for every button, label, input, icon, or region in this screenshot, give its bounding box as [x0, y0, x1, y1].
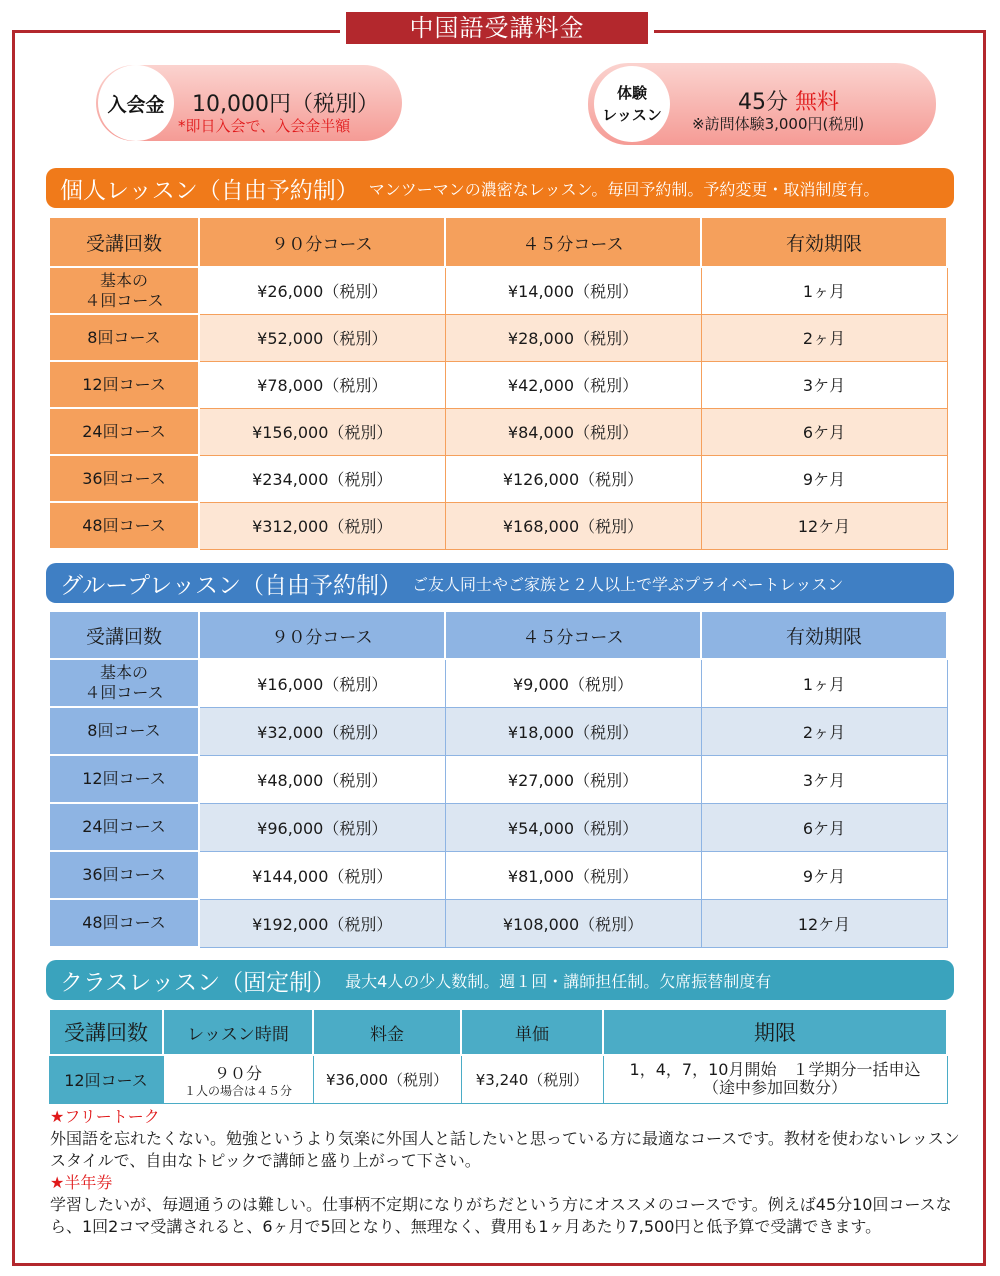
price-45: ¥126,000（税別） — [445, 455, 701, 502]
table-header-row — [49, 217, 947, 267]
term: 12ケ月 — [701, 899, 947, 947]
header-45min: ４５分コース — [445, 611, 701, 659]
header-count: 受講回数 — [49, 217, 199, 267]
price-45: ¥54,000（税別） — [445, 803, 701, 851]
lesson-time-main: ９０分 — [213, 1063, 262, 1083]
group-price-table — [48, 610, 948, 948]
table-row — [49, 851, 947, 899]
table-row — [49, 755, 947, 803]
price-45: ¥18,000（税別） — [445, 707, 701, 755]
row-label: 36回コース — [49, 455, 199, 502]
term: 12ケ月 — [701, 502, 947, 549]
table-row — [49, 659, 947, 707]
row-label-line2: ４回コース — [84, 683, 164, 702]
trial-lesson-box — [588, 63, 936, 145]
trial-label-line2: レッスン — [602, 106, 662, 124]
class-desc: 最大4人の少人数制。週１回・講師担任制。欠席振替制度有 — [345, 971, 772, 991]
individual-heading-bar — [46, 168, 954, 208]
header-term: 期限 — [603, 1009, 947, 1055]
row-label: 12回コース — [49, 755, 199, 803]
group-heading-bar — [46, 563, 954, 603]
table-row — [49, 267, 947, 314]
table-row — [49, 803, 947, 851]
admission-note: *即日入会で、入会金半額 — [178, 117, 351, 135]
table-row — [49, 455, 947, 502]
header-90min: ９０分コース — [199, 611, 445, 659]
term: 2ヶ月 — [701, 314, 947, 361]
header-90min: ９０分コース — [199, 217, 445, 267]
price-90: ¥192,000（税別） — [199, 899, 445, 947]
price-45: ¥14,000（税別） — [445, 267, 701, 314]
term: 3ケ月 — [701, 755, 947, 803]
row-label-line1: 基本の — [99, 270, 148, 290]
price-90: ¥16,000（税別） — [199, 659, 445, 707]
price-90: ¥144,000（税別） — [199, 851, 445, 899]
price-90: ¥234,000（税別） — [199, 455, 445, 502]
table-row — [49, 408, 947, 455]
table-row — [49, 502, 947, 549]
row-label: 12回コース — [49, 361, 199, 408]
trial-price — [738, 85, 839, 116]
row-label — [49, 659, 199, 707]
class-term-line2: （途中参加回数分） — [702, 1078, 847, 1098]
table-row — [49, 361, 947, 408]
row-label: 12回コース — [49, 1055, 163, 1103]
admission-label-circle — [98, 65, 174, 141]
group-heading: グループレッスン（自由予約制） — [60, 572, 403, 599]
row-label-line2: ４回コース — [84, 290, 164, 310]
term: 9ケ月 — [701, 851, 947, 899]
row-label: 8回コース — [49, 314, 199, 361]
table-row — [49, 707, 947, 755]
title-container — [340, 12, 654, 46]
row-label: 8回コース — [49, 707, 199, 755]
price-90: ¥48,000（税別） — [199, 755, 445, 803]
lesson-time-note: １人の場合は４５分 — [183, 1083, 292, 1098]
term: 3ケ月 — [701, 361, 947, 408]
price-90: ¥26,000（税別） — [199, 267, 445, 314]
row-label: 24回コース — [49, 408, 199, 455]
price-45: ¥81,000（税別） — [445, 851, 701, 899]
price-45: ¥84,000（税別） — [445, 408, 701, 455]
term: 6ケ月 — [701, 408, 947, 455]
table-row — [49, 1055, 947, 1103]
header-count: 受講回数 — [49, 1009, 163, 1055]
class-heading: クラスレッスン（固定制） — [60, 969, 336, 996]
class-heading-bar — [46, 960, 954, 1000]
free-talk-text: 外国語を忘れたくない。勉強というより気楽に外国人と話したいと思っている方に最適なコースです。教材を使わないレッスンスタイルで、自由なトピックで講師と盛り上がって下さい。 — [50, 1129, 960, 1170]
term: 2ヶ月 — [701, 707, 947, 755]
individual-desc: マンツーマンの濃密なレッスン。毎回予約制。予約変更・取消制度有。 — [368, 179, 880, 199]
table-header-row — [49, 611, 947, 659]
group-desc: ご友人同士やご家族と２人以上で学ぶプライベートレッスン — [412, 574, 844, 594]
free-talk-title: ★フリートーク — [50, 1107, 160, 1126]
price-90: ¥96,000（税別） — [199, 803, 445, 851]
term: 1ヶ月 — [701, 659, 947, 707]
lesson-time — [163, 1055, 313, 1103]
price-45: ¥9,000（税別） — [445, 659, 701, 707]
price-90: ¥156,000（税別） — [199, 408, 445, 455]
individual-heading: 個人レッスン（自由予約制） — [60, 177, 359, 204]
admission-label: 入会金 — [107, 93, 165, 116]
trial-duration: 45分 — [738, 90, 788, 115]
admission-price: 10,000円（税別） — [192, 92, 379, 117]
half-year-title: ★半年券 — [50, 1173, 113, 1192]
price-45: ¥108,000（税別） — [445, 899, 701, 947]
notes-section — [50, 1106, 970, 1238]
trial-free: 無料 — [795, 90, 840, 115]
trial-label-line1: 体験 — [616, 84, 647, 102]
individual-price-table — [48, 216, 948, 550]
price-45: ¥42,000（税別） — [445, 361, 701, 408]
class-price-table — [48, 1008, 948, 1104]
header-unit-price: 単価 — [461, 1009, 603, 1055]
class-term-line1: 1，4，7，10月開始 １学期分一括申込 — [629, 1060, 921, 1080]
row-label — [49, 267, 199, 314]
price-90: ¥52,000（税別） — [199, 314, 445, 361]
header-count: 受講回数 — [49, 611, 199, 659]
row-label: 36回コース — [49, 851, 199, 899]
price-45: ¥27,000（税別） — [445, 755, 701, 803]
table-row — [49, 899, 947, 947]
price-90: ¥32,000（税別） — [199, 707, 445, 755]
row-label: 48回コース — [49, 502, 199, 549]
price-90: ¥312,000（税別） — [199, 502, 445, 549]
header-45min: ４５分コース — [445, 217, 701, 267]
price-45: ¥28,000（税別） — [445, 314, 701, 361]
header-lesson-time: レッスン時間 — [163, 1009, 313, 1055]
table-row — [49, 314, 947, 361]
class-term — [603, 1055, 947, 1103]
class-unit-price: ¥3,240（税別） — [461, 1055, 603, 1103]
trial-label-circle — [594, 66, 670, 142]
header-term: 有効期限 — [701, 217, 947, 267]
class-price: ¥36,000（税別） — [313, 1055, 461, 1103]
trial-note: ※訪問体験3,000円(税別) — [692, 115, 865, 133]
row-label: 48回コース — [49, 899, 199, 947]
page-title: 中国語受講料金 — [346, 12, 648, 44]
term: 9ケ月 — [701, 455, 947, 502]
header-term: 有効期限 — [701, 611, 947, 659]
header-price: 料金 — [313, 1009, 461, 1055]
price-45: ¥168,000（税別） — [445, 502, 701, 549]
table-header-row — [49, 1009, 947, 1055]
term: 6ケ月 — [701, 803, 947, 851]
admission-fee-box — [96, 65, 402, 141]
term: 1ヶ月 — [701, 267, 947, 314]
row-label-line1: 基本の — [99, 663, 148, 682]
half-year-text: 学習したいが、毎週通うのは難しい。仕事柄不定期になりがちだという方にオススメのコースです。例えば45分10回コースなら、1回2コマ受講されると、6ヶ月で5回となり、無理なく、費用も1ヶ月あたり7,500円と低予算で受講できます。 — [50, 1195, 952, 1236]
row-label: 24回コース — [49, 803, 199, 851]
price-90: ¥78,000（税別） — [199, 361, 445, 408]
